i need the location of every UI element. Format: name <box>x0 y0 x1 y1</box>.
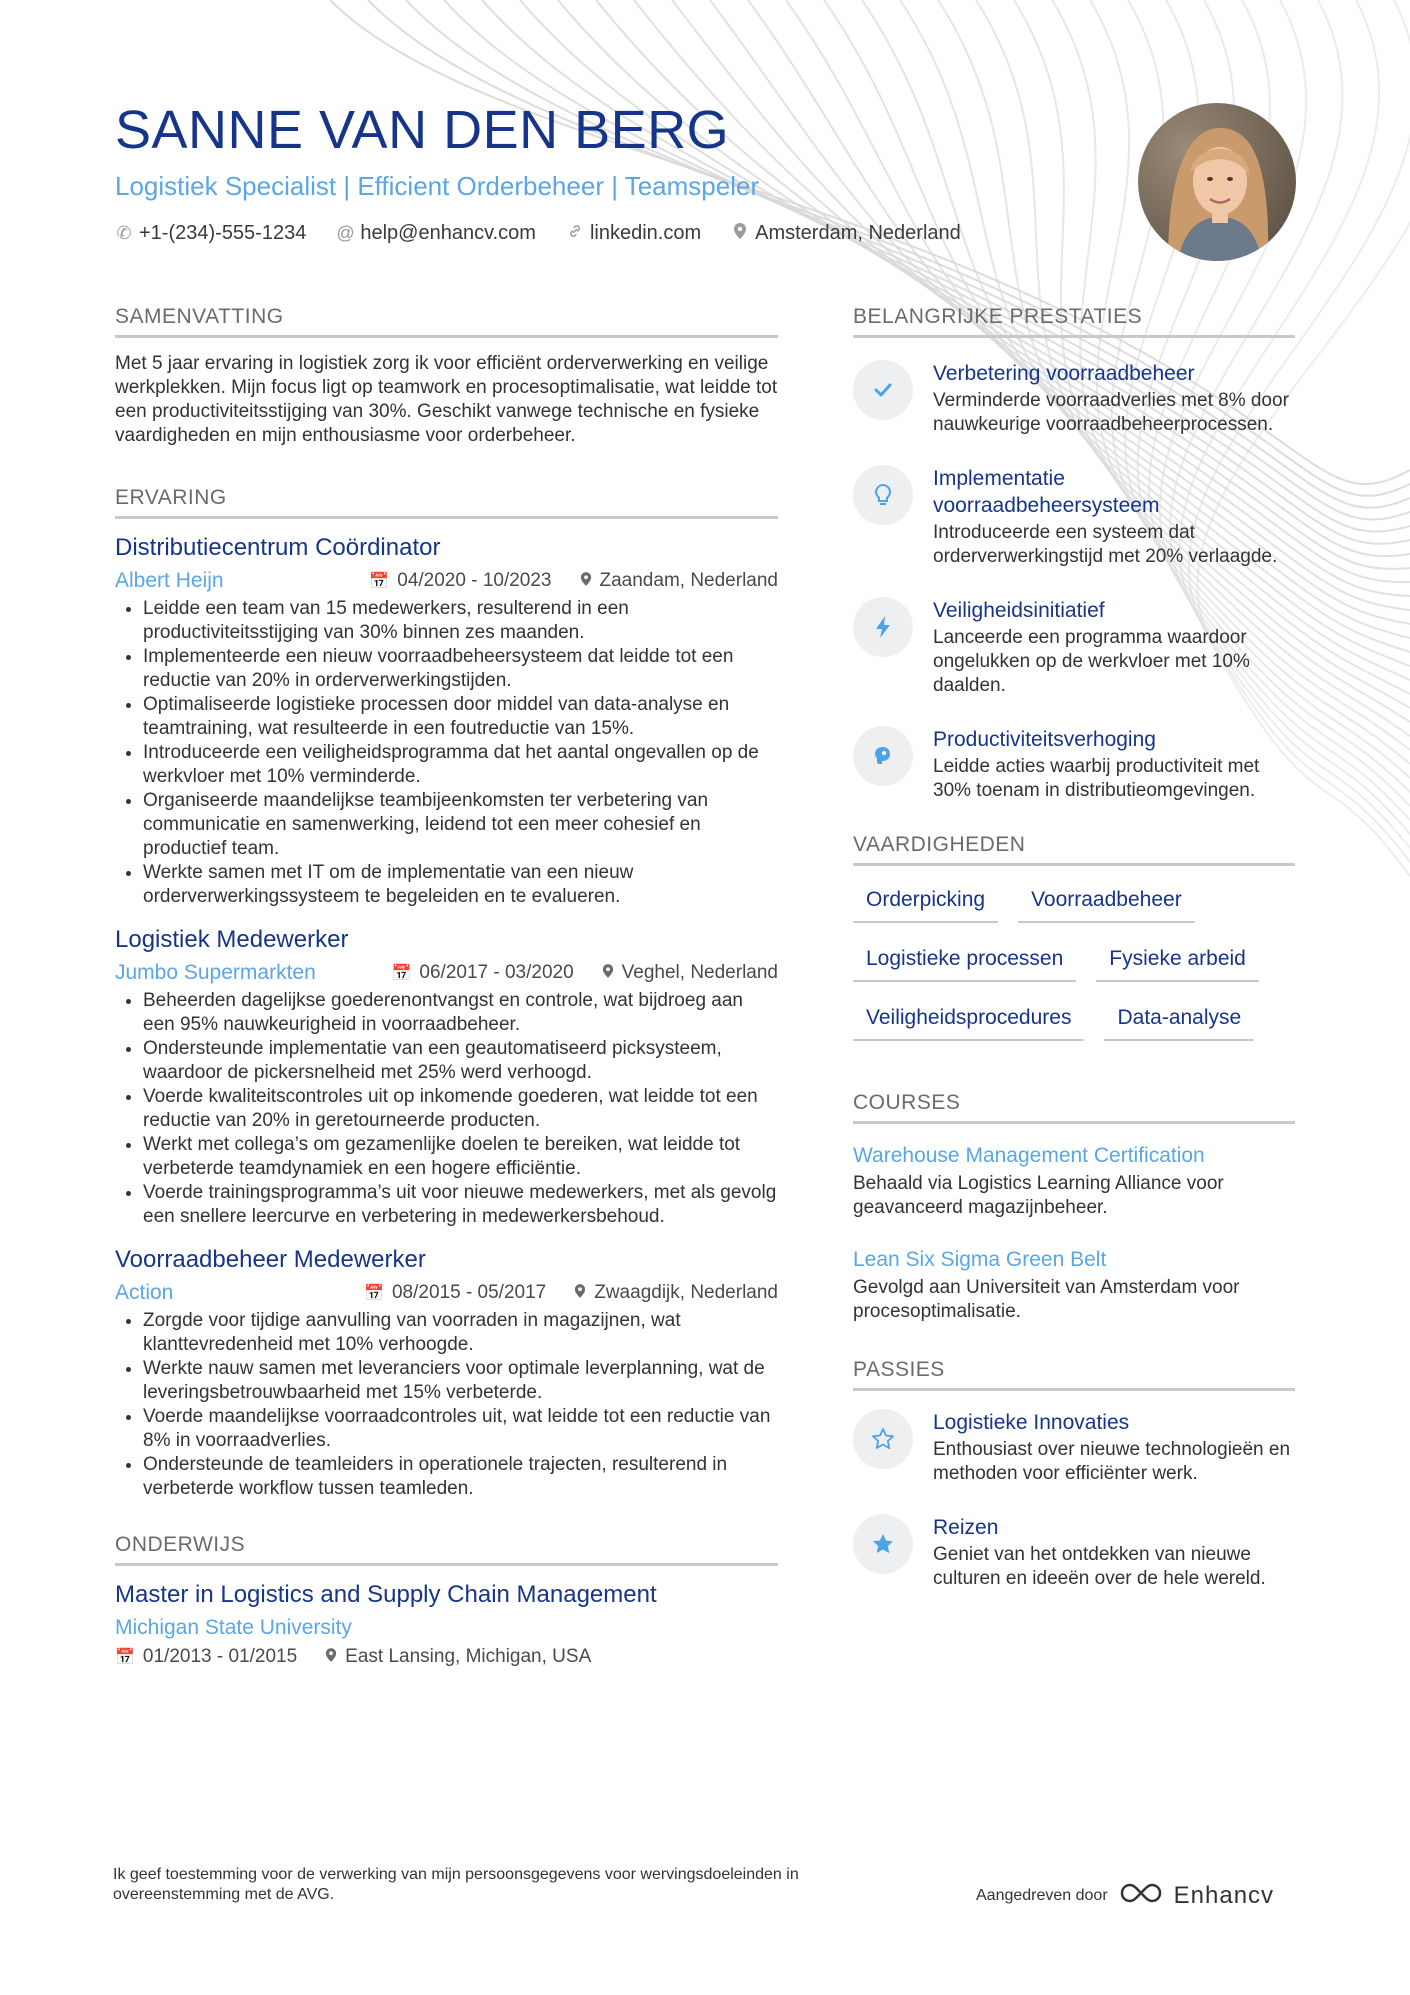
job-meta-right <box>369 570 778 592</box>
achievement-item-body <box>933 597 1295 698</box>
skill-tag: Fysieke arbeid <box>1096 943 1259 982</box>
job-dates <box>364 1282 546 1304</box>
course-description: Behaald via Logistics Learning Alliance voor geavanceerd magazijnbeheer. <box>853 1173 1224 1218</box>
contact-location <box>731 222 961 245</box>
bullet-item: • Introduceerde een veiligheidsprogramma dat het aantal ongevallen op de werkvloer met 10% verminderde. <box>143 741 778 789</box>
course-item <box>853 1142 1295 1220</box>
passion-item-title: Logistieke Innovaties <box>933 1411 1130 1434</box>
job-entry <box>115 533 778 909</box>
skill-list <box>853 884 1295 1041</box>
achievement-item-body <box>933 465 1295 569</box>
skill-tag: Logistieke processen <box>853 943 1076 982</box>
location-icon <box>325 1647 337 1668</box>
achievement-item-body <box>933 726 1295 803</box>
courses-section <box>853 1091 1295 1324</box>
experience-section <box>115 486 778 1501</box>
location-icon <box>602 963 614 984</box>
job-entry <box>115 1245 778 1501</box>
achievement-item-title: Verbetering voorraadbeheer <box>933 362 1195 385</box>
achievement-item <box>853 465 1295 569</box>
contact-linkedin[interactable] <box>566 222 701 245</box>
company-name: Action <box>115 1281 174 1304</box>
enhancv-brand: Enhancv <box>1173 1881 1275 1909</box>
bullet-item: • Organiseerde maandelijkse teambijeenkomsten ter verbetering van communicatie en samenwerking, leidend tot een meer cohesief en productief team. <box>143 789 778 861</box>
course-description: Gevolgd aan Universiteit van Amsterdam voor procesoptimalisatie. <box>853 1277 1240 1322</box>
summary-text: Met 5 jaar ervaring in logistiek zorg ik voor efficiënt orderverwerking en veilige werkplekken. Mijn focus ligt op teamwork en procesoptimalisatie, wat leidde tot een productiviteitsstijging van 30%. Geschikt vanwege technische en fysieke vaardigheden en mijn enthousiasme voor orderbeheer. <box>115 353 778 446</box>
calendar-icon: 📅 <box>364 1285 384 1302</box>
bullet-item: • Werkte samen met IT om de implementatie van een nieuw orderverwerkingssysteem te begeleiden en te evalueren. <box>143 861 778 909</box>
passion-item-body <box>933 1409 1295 1486</box>
skill-tag: Voorraadbeheer <box>1018 884 1195 923</box>
bullet-item: • Zorgde voor tijdige aanvulling van voorraden in magazijnen, wat klanttevredenheid met 10% verhoogde. <box>143 1309 778 1357</box>
contact-location-text: Amsterdam, Nederland <box>755 222 961 244</box>
passions-section <box>853 1358 1295 1591</box>
passion-item-title: Reizen <box>933 1516 999 1539</box>
job-location-text: Veghel, Nederland <box>621 962 778 983</box>
job-list <box>115 533 778 1501</box>
education-section <box>115 1533 778 1668</box>
contact-phone[interactable] <box>115 222 306 245</box>
achievement-item-description: Verminderde voorraadverlies met 8% door nauwkeurige voorraadbeheerprocessen. <box>933 390 1289 435</box>
course-item <box>853 1246 1295 1324</box>
calendar-icon: 📅 <box>369 573 390 590</box>
education-dates <box>115 1646 297 1668</box>
achievement-item-description: Lanceerde een programma waardoor ongelukken op de werkvloer met 10% daalden. <box>933 627 1250 696</box>
contact-list <box>115 222 1015 245</box>
powered-by[interactable] <box>976 1880 1274 1911</box>
contact-email[interactable] <box>336 222 536 245</box>
job-title: Logistiek Medewerker <box>115 926 349 953</box>
achievement-item <box>853 360 1295 437</box>
candidate-headline: Logistiek Specialist | Efficient Orderbeheer | Teamspeler <box>115 171 760 201</box>
right-column <box>853 305 1295 1629</box>
job-location <box>602 962 778 984</box>
bullet-item: • Werkt met collega’s om gezamenlijke doelen te bereiken, wat leidde tot verbeterde teamdynamiek en een hogere efficiëntie. <box>143 1133 778 1181</box>
job-dates <box>391 962 573 984</box>
bullet-item: • Voerde maandelijkse voorraadcontroles uit, wat leidde tot een reductie van 8% in voorraadverlies. <box>143 1405 778 1453</box>
check-icon <box>853 360 913 420</box>
courses-heading: COURSES <box>853 1091 1295 1124</box>
skills-section <box>853 833 1295 1041</box>
passion-item-body <box>933 1514 1295 1591</box>
location-icon <box>731 222 749 245</box>
skill-tag: Orderpicking <box>853 884 998 923</box>
job-location-text: Zwaagdijk, Nederland <box>594 1282 778 1303</box>
passion-item <box>853 1409 1295 1486</box>
job-meta-right <box>364 1282 778 1304</box>
education-dates-text: 01/2013 - 01/2015 <box>142 1646 298 1667</box>
bullet-item: • Ondersteunde de teamleiders in operationele trajecten, resulterend in verbeterde workflow tussen teamleden. <box>143 1453 778 1501</box>
achievement-item-title: Productiviteitsverhoging <box>933 728 1156 751</box>
education-heading: ONDERWIJS <box>115 1533 778 1566</box>
education-location-text: East Lansing, Michigan, USA <box>345 1646 592 1667</box>
course-title: Warehouse Management Certification <box>853 1144 1205 1167</box>
bolt-icon <box>853 597 913 657</box>
job-location <box>574 1282 778 1304</box>
bullet-item: • Ondersteunde implementatie van een geautomatiseerd picksysteem, waardoor de pickersnelheid met 25% werd verhoogd. <box>143 1037 778 1085</box>
job-dates-text: 08/2015 - 05/2017 <box>391 1282 547 1303</box>
star-outline-icon <box>853 1409 913 1469</box>
achievements-section <box>853 305 1295 803</box>
achievements-heading: BELANGRIJKE PRESTATIES <box>853 305 1295 338</box>
skill-tag: Veiligheidsprocedures <box>853 1002 1084 1041</box>
powered-by-label: Aangedreven door <box>976 1886 1108 1904</box>
bullet-item: • Voerde trainingsprogramma’s uit voor nieuwe medewerkers, met als gevolg een snellere leercurve en verbetering in medewerkersbehoud. <box>143 1181 778 1229</box>
company-name: Jumbo Supermarkten <box>115 961 316 984</box>
bullet-item: • Beheerden dagelijkse goederenontvangst en controle, wat bijdroeg aan een 95% nauwkeurigheid in voorraadbeheer. <box>143 989 778 1037</box>
achievement-item <box>853 597 1295 698</box>
job-meta <box>115 569 778 593</box>
left-column <box>115 305 778 1706</box>
candidate-name: SANNE VAN DEN BERG <box>115 100 730 160</box>
contact-linkedin-text: linkedin.com <box>589 222 702 244</box>
at-icon: @ <box>336 223 355 243</box>
achievement-list <box>853 360 1295 803</box>
summary-section <box>115 305 778 448</box>
job-meta <box>115 1281 778 1305</box>
skills-heading: VAARDIGHEDEN <box>853 833 1295 866</box>
enhancv-logo-icon <box>1118 1880 1164 1911</box>
job-dates-text: 06/2017 - 03/2020 <box>419 962 574 983</box>
job-location-text: Zaandam, Nederland <box>599 570 778 591</box>
education-location <box>325 1646 591 1668</box>
job-location <box>580 570 779 592</box>
job-title: Distributiecentrum Coördinator <box>115 534 441 561</box>
passion-item-description: Enthousiast over nieuwe technologieën en methoden voor efficiënter werk. <box>933 1439 1291 1484</box>
star-filled-icon <box>853 1514 913 1574</box>
bullet-item: • Voerde kwaliteitscontroles uit op inkomende goederen, wat leidde tot een reductie van 20% in geretourneerde producten. <box>143 1085 778 1133</box>
bullet-item: • Leidde een team van 15 medewerkers, resulterend in een productiviteitsstijging van 30% binnen zes maanden. <box>143 597 778 645</box>
course-list <box>853 1142 1295 1324</box>
passion-item-description: Geniet van het ontdekken van nieuwe culturen en ideeën over de hele wereld. <box>933 1544 1266 1589</box>
bullet-item: • Werkte nauw samen met leveranciers voor optimale leverplanning, wat de leveringsbetrouwbaarheid met 15% verbeterde. <box>143 1357 778 1405</box>
achievement-item-title: Veiligheidsinitiatief <box>933 599 1105 622</box>
consent-note: Ik geef toestemming voor de verwerking van mijn persoonsgegevens voor wervingsdoeleinden in overeenstemming met de AVG. <box>113 1866 799 1903</box>
achievement-item-description: Leidde acties waarbij productiviteit met 30% toenam in distributieomgevingen. <box>933 756 1260 801</box>
calendar-icon: 📅 <box>391 965 412 982</box>
job-bullets <box>115 597 778 909</box>
job-dates-text: 04/2020 - 10/2023 <box>397 570 552 591</box>
job-bullets <box>115 989 778 1229</box>
company-name: Albert Heijn <box>115 569 224 592</box>
phone-icon: ✆ <box>116 223 132 243</box>
brain-icon <box>853 726 913 786</box>
school-name: Michigan State University <box>115 1616 352 1639</box>
experience-heading: ERVARING <box>115 486 778 519</box>
achievement-item-description: Introduceerde een systeem dat orderverwerkingstijd met 20% verlaagde. <box>933 522 1278 567</box>
bullet-item: • Implementeerde een nieuw voorraadbeheersysteem dat leidde tot een reductie van 20% in orderverwerkingstijden. <box>143 645 778 693</box>
contact-phone-text: +1-(234)-555-1234 <box>139 222 307 244</box>
job-entry <box>115 925 778 1229</box>
job-meta-right <box>391 962 778 984</box>
passion-item <box>853 1514 1295 1591</box>
profile-photo <box>1138 103 1296 261</box>
lightbulb-icon <box>853 465 913 525</box>
calendar-icon: 📅 <box>115 1649 135 1666</box>
job-title: Voorraadbeheer Medewerker <box>115 1246 426 1273</box>
bullet-item: • Optimaliseerde logistieke processen door middel van data-analyse en teamtraining, wat resulteerde in een foutreductie van 15%. <box>143 693 778 741</box>
job-dates <box>369 570 551 592</box>
education-meta <box>115 1646 778 1668</box>
achievement-item-body <box>933 360 1295 437</box>
passion-list <box>853 1409 1295 1591</box>
achievement-item <box>853 726 1295 803</box>
location-icon <box>580 571 592 592</box>
passions-heading: PASSIES <box>853 1358 1295 1391</box>
resume-header <box>115 100 1015 245</box>
course-title: Lean Six Sigma Green Belt <box>853 1248 1107 1271</box>
job-meta <box>115 961 778 985</box>
contact-email-text: help@enhancv.com <box>360 222 536 244</box>
skill-tag: Data-analyse <box>1104 1002 1254 1041</box>
location-icon <box>574 1283 586 1304</box>
summary-heading: SAMENVATTING <box>115 305 778 338</box>
link-icon <box>566 223 584 244</box>
job-bullets <box>115 1309 778 1501</box>
achievement-item-title: Implementatie voorraadbeheersysteem <box>933 467 1160 517</box>
degree-title: Master in Logistics and Supply Chain Management <box>115 1581 657 1608</box>
